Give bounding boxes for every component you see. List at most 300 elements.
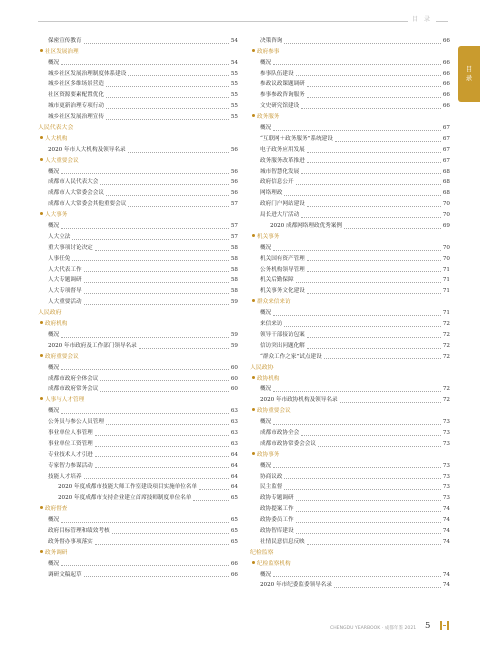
toc-entry[interactable] [250, 459, 450, 470]
toc-entry[interactable] [250, 208, 450, 219]
toc-entry[interactable] [38, 110, 238, 121]
toc-entry[interactable] [250, 317, 450, 328]
toc-dot-leader [100, 380, 229, 381]
toc-entry-page: 58 [230, 277, 238, 284]
toc-entry-title: 事业单位工资管理 [48, 440, 93, 447]
toc-dot-leader [273, 250, 441, 251]
toc-entry-title: 社区资源要素配置优化 [48, 92, 104, 99]
toc-entry-page: 58 [230, 255, 238, 262]
toc-entry-page: 58 [230, 244, 238, 251]
toc-entry-page: 55 [230, 92, 238, 99]
toc-entry[interactable] [38, 524, 238, 535]
toc-entry[interactable] [38, 230, 238, 241]
toc-entry[interactable] [38, 88, 238, 99]
toc-section-heading[interactable] [250, 361, 450, 372]
toc-entry-title: 政协委员工作 [260, 517, 294, 524]
toc-entry-title: 2020 年度成都市技能大师工作室建设项目实施单位名单 [58, 484, 198, 491]
toc-entry[interactable] [38, 252, 238, 263]
toc-entry-page: 65 [230, 538, 238, 545]
toc-dot-leader [95, 456, 229, 457]
toc-entry-title: 概况 [260, 571, 272, 578]
toc-entry-title: 城市更新治理专项行动 [48, 103, 104, 110]
toc-entry-title: 2020 年市人大机构及领导名录 [48, 146, 126, 153]
toc-entry[interactable] [38, 437, 238, 448]
toc-entry-title: 2020 年市政府及工作部门领导名录 [48, 342, 137, 349]
toc-entry-page: 54 [230, 37, 238, 44]
toc-entry[interactable] [250, 383, 450, 394]
toc-entry-page: 59 [230, 331, 238, 338]
toc-entry-page: 70 [442, 212, 450, 219]
toc-entry-page: 70 [442, 201, 450, 208]
toc-dot-leader [307, 97, 441, 98]
toc-entry-page: 57 [230, 223, 238, 230]
toc-entry-title: 技能人才培养 [48, 473, 82, 480]
toc-entry-page: 72 [442, 331, 450, 338]
toc-dot-leader [95, 544, 229, 545]
toc-entry-page: 56 [230, 179, 238, 186]
toc-entry-title: 政府机构 [40, 321, 67, 328]
toc-entry[interactable] [250, 284, 450, 295]
toc-entry-title: 人大专项督导 [48, 288, 82, 295]
toc-entry[interactable] [38, 263, 238, 274]
toc-entry-title: 政协机构 [252, 376, 279, 383]
toc-entry-page: 73 [442, 484, 450, 491]
toc-entry-title: 参事参政咨询服务 [260, 92, 305, 99]
toc-entry[interactable] [250, 274, 450, 285]
toc-entry[interactable] [38, 568, 238, 579]
toc-entry-title: 成都市政协常委会会议 [260, 440, 316, 447]
toc-entry[interactable] [250, 306, 450, 317]
toc-entry-page: 73 [442, 462, 450, 469]
toc-entry[interactable] [250, 524, 450, 535]
toc-entry-title: 机关后勤保障 [260, 277, 294, 284]
toc-entry-title: 民主监督 [260, 484, 283, 491]
toc-section-heading[interactable] [38, 121, 238, 132]
toc-dot-leader [284, 195, 440, 196]
toc-entry-title: 网络理政 [260, 190, 283, 197]
toc-section-heading[interactable] [250, 372, 450, 383]
toc-entry-title: 概况 [48, 364, 60, 371]
toc-entry[interactable] [38, 535, 238, 546]
toc-entry[interactable] [250, 481, 450, 492]
toc-entry[interactable] [38, 186, 238, 197]
toc-entry-page: 74 [442, 517, 450, 524]
toc-entry[interactable] [38, 426, 238, 437]
toc-entry-title: 人事与人才管理 [40, 397, 84, 404]
toc-section-heading[interactable] [38, 45, 238, 56]
toc-entry-title: 城乡社区发展治理制度体系建设 [48, 70, 127, 77]
toc-entry-page: 60 [230, 386, 238, 393]
toc-dot-leader [284, 489, 440, 490]
toc-entry[interactable] [38, 78, 238, 89]
toc-dot-leader [100, 184, 229, 185]
toc-dot-leader [106, 108, 229, 109]
toc-entry-title: 概况 [260, 419, 272, 426]
toc-entry-title: 保密宣传教育 [48, 37, 82, 44]
toc-entry-title: 政协重要会议 [252, 408, 291, 415]
toc-dot-leader [273, 467, 441, 468]
toc-entry-title: 概况 [48, 168, 60, 175]
toc-entry-page: 56 [230, 146, 238, 153]
toc-entry[interactable] [250, 78, 450, 89]
toc-dot-leader [273, 315, 441, 316]
toc-dot-leader [307, 206, 441, 207]
toc-entry-page: 71 [442, 266, 450, 273]
toc-entry-page: 64 [230, 451, 238, 458]
toc-entry-page: 59 [230, 299, 238, 306]
toc-entry-title: 成都市人大常委会会议 [48, 190, 104, 197]
toc-entry-page: 63 [230, 440, 238, 447]
toc-entry-title: 事业单位人事管理 [48, 429, 93, 436]
toc-entry-title: 纪检监察 [250, 549, 274, 556]
toc-dot-leader [284, 43, 440, 44]
toc-entry-page: 70 [442, 244, 450, 251]
toc-entry-title: 人大立法 [48, 233, 71, 240]
toc-section-heading[interactable] [38, 546, 238, 557]
toc-dot-leader [307, 337, 441, 338]
toc-entry[interactable] [38, 143, 238, 154]
toc-entry-title: 人大重要活动 [48, 299, 82, 306]
toc-entry[interactable] [250, 143, 450, 154]
toc-entry-title: 政务调研 [40, 550, 67, 557]
toc-entry[interactable] [250, 252, 450, 263]
toc-entry-page: 66 [442, 92, 450, 99]
toc-entry[interactable] [38, 219, 238, 230]
toc-entry-page: 74 [442, 582, 450, 589]
toc-entry-title: 概况 [260, 310, 272, 317]
toc-entry-page: 55 [230, 103, 238, 110]
toc-entry-page: 67 [442, 157, 450, 164]
toc-dot-leader [61, 337, 229, 338]
toc-entry-title: 专业技术人才引进 [48, 451, 93, 458]
footer-running-text: CHENGDU YEARBOOK · 成都年鉴 2021 [330, 626, 417, 631]
toc-entry[interactable] [38, 99, 238, 110]
toc-entry-title: 政协专题调研 [260, 495, 294, 502]
toc-section-heading[interactable] [38, 317, 238, 328]
toc-entry[interactable] [250, 121, 450, 132]
toc-entry-title: 人大机构 [40, 136, 67, 143]
toc-entry-page: 58 [230, 288, 238, 295]
toc-dot-leader [344, 228, 441, 229]
toc-entry-page: 59 [230, 342, 238, 349]
toc-dot-leader [139, 348, 229, 349]
toc-entry-page: 66 [442, 70, 450, 77]
toc-entry[interactable] [250, 154, 450, 165]
toc-entry[interactable] [38, 339, 238, 350]
toc-entry-page: 63 [230, 419, 238, 426]
toc-entry-title: 政府门户网站建设 [260, 201, 305, 208]
toc-entry[interactable] [38, 241, 238, 252]
toc-entry[interactable] [250, 513, 450, 524]
toc-dot-leader [273, 130, 441, 131]
toc-dot-leader [296, 533, 441, 534]
toc-entry-title: 城乡社区发展治理宣传 [48, 114, 104, 121]
toc-entry-title: 政协事务 [252, 452, 279, 459]
toc-section-heading[interactable] [250, 546, 450, 557]
toc-section-heading[interactable] [38, 393, 238, 404]
toc-entry[interactable] [250, 132, 450, 143]
toc-entry[interactable] [250, 165, 450, 176]
toc-dot-leader [128, 206, 229, 207]
toc-entry[interactable] [250, 241, 450, 252]
toc-dot-leader [318, 446, 441, 447]
toc-entry-page: 68 [442, 190, 450, 197]
toc-entry-page: 74 [442, 506, 450, 513]
toc-dot-leader [301, 435, 441, 436]
toc-entry-title: 协商议政 [260, 473, 283, 480]
toc-dot-leader [301, 217, 441, 218]
toc-dot-leader [84, 576, 229, 577]
toc-entry[interactable] [250, 535, 450, 546]
toc-entry[interactable] [250, 579, 450, 590]
toc-entry-page: 64 [230, 462, 238, 469]
toc-entry[interactable] [38, 404, 238, 415]
toc-entry-title: 2020 年市纪委监委领导名录 [260, 582, 332, 589]
toc-entry-title: 领导干部接访包案 [260, 331, 305, 338]
toc-dot-leader [193, 500, 228, 501]
toc-entry-title: 概况 [48, 560, 60, 567]
toc-entry-page: 73 [442, 419, 450, 426]
toc-entry-title: 社区发展治理 [40, 49, 79, 56]
toc-entry-title: 成都市人民代表大会 [48, 179, 99, 186]
toc-dot-leader [72, 239, 228, 240]
toc-entry-title: 概况 [48, 331, 60, 338]
toc-entry-page: 71 [442, 277, 450, 284]
toc-section-heading[interactable] [38, 132, 238, 143]
toc-entry-title: 参事队伍建设 [260, 70, 294, 77]
toc-dot-leader [61, 522, 229, 523]
toc-section-heading[interactable] [250, 448, 450, 459]
toc-entry[interactable] [38, 513, 238, 524]
toc-entry[interactable] [250, 263, 450, 274]
toc-dot-leader [84, 271, 229, 272]
toc-entry[interactable] [250, 88, 450, 99]
toc-entry-title: 人大事务 [40, 212, 67, 219]
toc-dot-leader [106, 86, 229, 87]
toc-dot-leader [307, 260, 441, 261]
toc-section-heading[interactable] [250, 404, 450, 415]
toc-section-heading[interactable] [250, 295, 450, 306]
toc-entry-title: 成都市政府常务会议 [48, 386, 99, 393]
toc-dot-leader [307, 86, 441, 87]
toc-dot-leader [296, 282, 441, 283]
toc-entry[interactable] [38, 470, 238, 481]
toc-entry-page: 55 [230, 114, 238, 121]
toc-dot-leader [72, 260, 228, 261]
toc-dot-leader [284, 326, 440, 327]
toc-entry[interactable] [38, 481, 238, 492]
toc-entry-page: 57 [230, 233, 238, 240]
toc-dot-leader [84, 478, 229, 479]
toc-dot-leader [128, 75, 229, 76]
toc-entry-page: 67 [442, 146, 450, 153]
toc-dot-leader [296, 500, 441, 501]
toc-entry-title: 政协智库建设 [260, 527, 294, 534]
toc-entry-title: 政协提案工作 [260, 506, 294, 513]
toc-entry-title: 人大代表工作 [48, 266, 82, 273]
toc-dot-leader [84, 282, 229, 283]
toc-entry-title: 2020 成都网络理政优秀案例 [270, 223, 342, 230]
toc-entry-title: 政府参事 [252, 49, 279, 56]
toc-entry[interactable] [250, 67, 450, 78]
toc-entry[interactable] [250, 568, 450, 579]
toc-entry[interactable] [38, 448, 238, 459]
toc-entry-page: 68 [442, 179, 450, 186]
toc-dot-leader [61, 173, 229, 174]
toc-dot-leader [199, 489, 229, 490]
toc-entry-title: 成都市政协全会 [260, 429, 300, 436]
toc-entry[interactable] [250, 197, 450, 208]
toc-entry[interactable] [38, 372, 238, 383]
toc-entry-page: 55 [230, 70, 238, 77]
toc-entry[interactable] [38, 557, 238, 568]
toc-entry-title: 机关事务 [252, 234, 279, 241]
toc-entry-title: 重大事项讨论决定 [48, 244, 93, 251]
toc-section-heading[interactable] [250, 557, 450, 568]
toc-dot-leader [106, 97, 229, 98]
toc-entry-title: 成都市政府全体会议 [48, 375, 99, 382]
toc-entry[interactable] [250, 415, 450, 426]
toc-entry[interactable] [250, 426, 450, 437]
toc-section-heading[interactable] [38, 154, 238, 165]
toc-entry[interactable] [250, 437, 450, 448]
toc-entry[interactable] [250, 491, 450, 502]
toc-entry-page: 63 [230, 429, 238, 436]
toc-entry[interactable] [38, 295, 238, 306]
toc-section-heading[interactable] [38, 208, 238, 219]
toc-entry-page: 55 [230, 81, 238, 88]
toc-entry-page: 73 [442, 440, 450, 447]
toc-dot-leader [273, 424, 441, 425]
toc-entry-page: 63 [230, 408, 238, 415]
toc-entry[interactable] [38, 328, 238, 339]
toc-entry[interactable] [250, 350, 450, 361]
toc-entry-page: 57 [230, 201, 238, 208]
page-mark-icon [440, 621, 449, 630]
toc-entry-page: 72 [442, 353, 450, 360]
toc-entry-page: 67 [442, 125, 450, 132]
toc-entry-title: 电子政务应用发展 [260, 146, 305, 153]
toc-entry[interactable] [38, 491, 238, 502]
toc-entry-title: 调研文稿起草 [48, 571, 82, 578]
toc-entry-page: 72 [442, 321, 450, 328]
toc-entry-title: 2020 年度成都市支持企业建立首席技师制度单位名单 [58, 495, 192, 502]
toc-dot-leader [106, 195, 229, 196]
toc-dot-leader [296, 75, 441, 76]
toc-entry[interactable] [250, 34, 450, 45]
section-side-tab[interactable] [458, 46, 480, 102]
toc-entry[interactable] [38, 415, 238, 426]
toc-entry[interactable] [250, 393, 450, 404]
toc-entry-title: 机关国有资产管理 [260, 255, 305, 262]
toc-entry-title: 概况 [48, 223, 60, 230]
toc-entry[interactable] [38, 165, 238, 176]
toc-entry[interactable] [38, 34, 238, 45]
toc-dot-leader [95, 435, 229, 436]
toc-dot-leader [95, 446, 229, 447]
toc-entry[interactable] [38, 361, 238, 372]
toc-dot-leader [307, 152, 441, 153]
toc-entry[interactable] [250, 56, 450, 67]
toc-entry-page: 74 [442, 571, 450, 578]
toc-entry-title: 政务服务改革推进 [260, 157, 305, 164]
toc-entry-title: 政府信息公开 [260, 179, 294, 186]
toc-dot-leader [128, 152, 229, 153]
toc-dot-leader [61, 413, 229, 414]
toc-entry[interactable] [250, 339, 450, 350]
toc-entry-title: 政府重要会议 [40, 354, 79, 361]
toc-dot-leader [334, 587, 441, 588]
toc-entry[interactable] [250, 219, 450, 230]
toc-entry-page: 64 [230, 473, 238, 480]
toc-entry[interactable] [250, 328, 450, 339]
toc-entry-title: 政府目标管理和绩效考核 [48, 527, 110, 534]
page-number: 5 [425, 621, 431, 631]
toc-entry-title: 公务机构领导管理 [260, 266, 305, 273]
toc-dot-leader [106, 424, 229, 425]
toc-entry-page: 74 [442, 527, 450, 534]
toc-entry-page: 66 [230, 560, 238, 567]
toc-entry-page: 56 [230, 190, 238, 197]
toc-entry[interactable] [250, 502, 450, 513]
toc-entry-page: 71 [442, 310, 450, 317]
toc-entry-page: 73 [442, 473, 450, 480]
toc-entry[interactable] [38, 459, 238, 470]
toc-entry-page: 69 [442, 223, 450, 230]
toc-entry-title: 人事任免 [48, 255, 71, 262]
toc-section-heading[interactable] [250, 110, 450, 121]
toc-entry[interactable] [250, 186, 450, 197]
toc-section-heading[interactable] [38, 306, 238, 317]
toc-entry[interactable] [38, 274, 238, 285]
toc-dot-leader [335, 141, 441, 142]
toc-entry-title: 机关事务文化建设 [260, 288, 305, 295]
toc-entry-title: 局长进大厅活动 [260, 212, 300, 219]
toc-entry-page: 58 [230, 266, 238, 273]
toc-entry[interactable] [38, 383, 238, 394]
toc-entry[interactable] [38, 56, 238, 67]
toc-section-heading[interactable] [38, 502, 238, 513]
toc-entry-title: 群众来信来访 [252, 299, 291, 306]
toc-entry[interactable] [38, 67, 238, 78]
toc-dot-leader [324, 358, 441, 359]
toc-entry-page: 60 [230, 375, 238, 382]
toc-entry-page: 65 [230, 527, 238, 534]
toc-dot-leader [296, 522, 441, 523]
toc-dot-leader [307, 544, 441, 545]
toc-section-heading[interactable] [250, 45, 450, 56]
toc-entry[interactable] [250, 99, 450, 110]
toc-entry[interactable] [250, 176, 450, 187]
toc-entry-page: 65 [230, 495, 238, 502]
toc-entry-title: 文史研究馆建设 [260, 103, 300, 110]
toc-entry-page: 56 [230, 168, 238, 175]
toc-entry-page: 73 [442, 495, 450, 502]
toc-dot-leader [284, 478, 440, 479]
toc-section-heading[interactable] [250, 230, 450, 241]
toc-section-heading[interactable] [38, 350, 238, 361]
header-rule [38, 21, 448, 22]
toc-dot-leader [273, 391, 441, 392]
toc-entry[interactable] [38, 176, 238, 187]
toc-dot-leader [307, 162, 441, 163]
toc-dot-leader [61, 369, 229, 370]
toc-dot-leader [273, 64, 441, 65]
toc-entry[interactable] [250, 470, 450, 481]
toc-entry[interactable] [38, 284, 238, 295]
toc-dot-leader [106, 119, 229, 120]
toc-entry[interactable] [38, 197, 238, 208]
